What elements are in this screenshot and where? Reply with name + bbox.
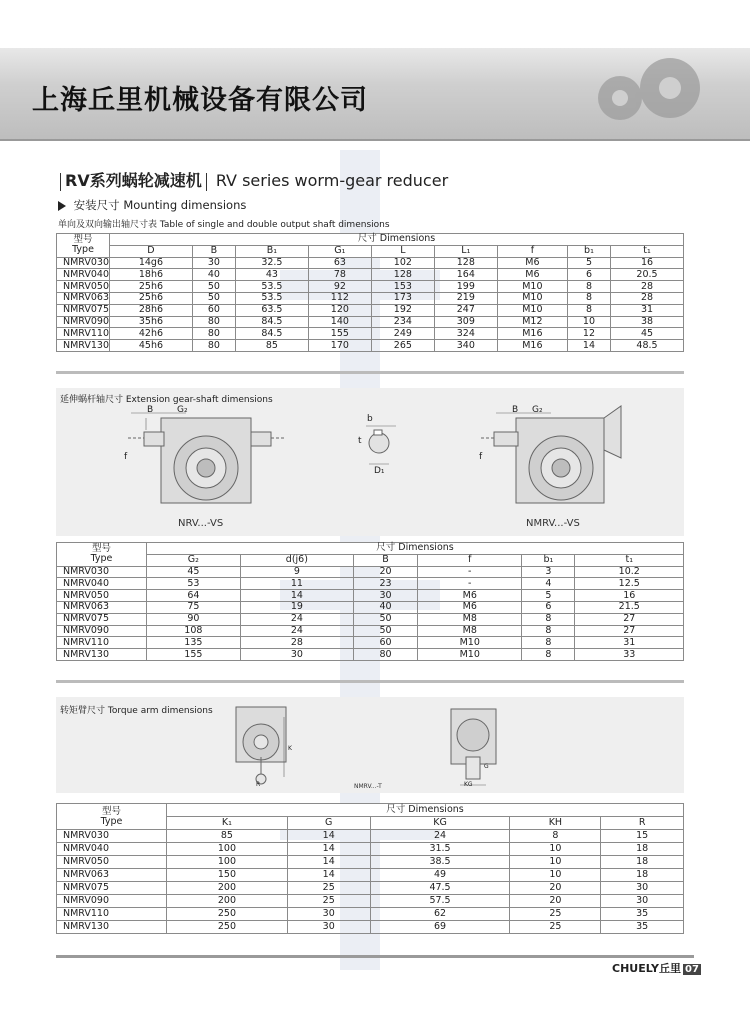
table-row bbox=[57, 882, 684, 895]
column-header: B bbox=[192, 245, 235, 257]
value-cell: 50 bbox=[354, 613, 418, 625]
value-cell: 60 bbox=[354, 637, 418, 649]
value-cell: 60 bbox=[192, 304, 235, 316]
value-cell: 14 bbox=[287, 843, 370, 856]
value-cell: 100 bbox=[167, 856, 288, 869]
type-header bbox=[57, 543, 147, 567]
value-cell: 14 bbox=[567, 340, 610, 352]
value-cell: 45 bbox=[611, 328, 684, 340]
value-cell: 43 bbox=[235, 269, 308, 281]
value-cell: 64 bbox=[147, 590, 241, 602]
value-cell: 24 bbox=[240, 625, 353, 637]
model-cell: NMRV075 bbox=[57, 613, 147, 625]
value-cell: 10 bbox=[510, 843, 601, 856]
dim-t-label: t bbox=[358, 436, 362, 446]
extension-shaft-label: 延伸蜗杆轴尺寸 Extension gear-shaft dimensions bbox=[60, 395, 273, 405]
table-shadow bbox=[56, 680, 684, 683]
value-cell: 90 bbox=[147, 613, 241, 625]
footer-divider bbox=[56, 955, 694, 958]
column-header: G₁ bbox=[308, 245, 371, 257]
value-cell: 8 bbox=[567, 292, 610, 304]
value-cell: M10 bbox=[497, 292, 567, 304]
value-cell: 38 bbox=[611, 316, 684, 328]
model-cell: NMRV050 bbox=[57, 281, 110, 293]
table-row bbox=[57, 649, 684, 661]
page-number: 07 bbox=[685, 964, 699, 975]
triangle-bullet-icon bbox=[58, 201, 66, 211]
column-header: R bbox=[601, 817, 684, 830]
value-cell: 50 bbox=[192, 281, 235, 293]
value-cell: 9 bbox=[240, 566, 353, 578]
torque-arm-svg bbox=[56, 697, 684, 793]
value-cell: 80 bbox=[192, 316, 235, 328]
column-header: B₁ bbox=[235, 245, 308, 257]
column-header: KH bbox=[510, 817, 601, 830]
value-cell: 12 bbox=[567, 328, 610, 340]
value-cell: M8 bbox=[418, 613, 522, 625]
value-cell: M6 bbox=[497, 257, 567, 269]
dim-f-label: f bbox=[124, 452, 128, 462]
value-cell: 20 bbox=[510, 882, 601, 895]
model-cell: NMRV050 bbox=[57, 856, 167, 869]
value-cell: 6 bbox=[567, 269, 610, 281]
model-cell: NMRV090 bbox=[57, 895, 167, 908]
value-cell: 30 bbox=[601, 882, 684, 895]
value-cell: 35 bbox=[601, 908, 684, 921]
model-cell: NMRV040 bbox=[57, 269, 110, 281]
table-row bbox=[57, 257, 684, 269]
header-divider bbox=[0, 139, 750, 141]
value-cell: 10 bbox=[510, 856, 601, 869]
value-cell: 80 bbox=[192, 328, 235, 340]
column-header: B bbox=[354, 554, 418, 566]
output-shaft-table bbox=[56, 233, 684, 352]
table-row bbox=[57, 921, 684, 934]
table-row bbox=[57, 843, 684, 856]
torque-arm-table bbox=[56, 803, 684, 934]
value-cell: 247 bbox=[434, 304, 497, 316]
value-cell: 14 bbox=[240, 590, 353, 602]
value-cell: 30 bbox=[354, 590, 418, 602]
value-cell: 340 bbox=[434, 340, 497, 352]
value-cell: 80 bbox=[354, 649, 418, 661]
model-cell: NMRV130 bbox=[57, 649, 147, 661]
value-cell: 23 bbox=[354, 578, 418, 590]
value-cell: 57.5 bbox=[370, 895, 510, 908]
table-row bbox=[57, 292, 684, 304]
value-cell: 164 bbox=[434, 269, 497, 281]
column-header: KG bbox=[370, 817, 510, 830]
model-cell: NMRV110 bbox=[57, 328, 110, 340]
model-cell: NMRV075 bbox=[57, 882, 167, 895]
value-cell: 324 bbox=[434, 328, 497, 340]
column-header: D bbox=[110, 245, 193, 257]
value-cell: 30 bbox=[287, 908, 370, 921]
model-cell: NMRV030 bbox=[57, 830, 167, 843]
value-cell: 69 bbox=[370, 921, 510, 934]
value-cell: 25 bbox=[287, 895, 370, 908]
dim-b-small-label: b bbox=[367, 414, 373, 424]
model-cell: NMRV110 bbox=[57, 908, 167, 921]
model-cell: NMRV030 bbox=[57, 257, 110, 269]
column-header: G bbox=[287, 817, 370, 830]
value-cell: 8 bbox=[567, 281, 610, 293]
value-cell: 15 bbox=[601, 830, 684, 843]
column-header: f bbox=[497, 245, 567, 257]
value-cell: 25h6 bbox=[110, 292, 193, 304]
value-cell: 31.5 bbox=[370, 843, 510, 856]
value-cell: 25 bbox=[287, 882, 370, 895]
company-name: 上海丘里机械设备有限公司 bbox=[32, 85, 368, 116]
value-cell: 128 bbox=[434, 257, 497, 269]
value-cell: 11 bbox=[240, 578, 353, 590]
value-cell: 75 bbox=[147, 601, 241, 613]
value-cell: M16 bbox=[497, 328, 567, 340]
value-cell: 150 bbox=[167, 869, 288, 882]
value-cell: M16 bbox=[497, 340, 567, 352]
value-cell: 153 bbox=[371, 281, 434, 293]
value-cell: 25 bbox=[510, 908, 601, 921]
value-cell: 140 bbox=[308, 316, 371, 328]
extension-shaft-drawing bbox=[56, 388, 684, 536]
dim-f-label-right: f bbox=[479, 452, 483, 462]
table-description: 单向及双向输出轴尺寸表 Table of single and double output shaft dimensions bbox=[58, 220, 390, 230]
column-header: b₁ bbox=[522, 554, 575, 566]
value-cell: M12 bbox=[497, 316, 567, 328]
value-cell: 85 bbox=[167, 830, 288, 843]
dim-r-label: R bbox=[256, 781, 261, 788]
dim-g2-label-right: G₂ bbox=[532, 405, 543, 415]
value-cell: 14 bbox=[287, 869, 370, 882]
value-cell: 49 bbox=[370, 869, 510, 882]
value-cell: M10 bbox=[497, 304, 567, 316]
type-header-cn: 型号 bbox=[91, 543, 111, 555]
value-cell: 50 bbox=[354, 625, 418, 637]
value-cell: 63.5 bbox=[235, 304, 308, 316]
value-cell: 33 bbox=[575, 649, 684, 661]
value-cell: 25 bbox=[510, 921, 601, 934]
value-cell: 20.5 bbox=[611, 269, 684, 281]
value-cell: 14g6 bbox=[110, 257, 193, 269]
table-row bbox=[57, 281, 684, 293]
value-cell: 24 bbox=[240, 613, 353, 625]
column-header: f bbox=[418, 554, 522, 566]
model-cell: NMRV063 bbox=[57, 292, 110, 304]
value-cell: 120 bbox=[308, 304, 371, 316]
value-cell: 234 bbox=[371, 316, 434, 328]
value-cell: 30 bbox=[240, 649, 353, 661]
value-cell: 16 bbox=[611, 257, 684, 269]
table-row bbox=[57, 316, 684, 328]
column-header: t₁ bbox=[611, 245, 684, 257]
value-cell: 8 bbox=[522, 625, 575, 637]
table-shadow bbox=[56, 371, 684, 374]
value-cell: 28 bbox=[240, 637, 353, 649]
dim-b-label-right: B bbox=[512, 405, 519, 415]
value-cell: 250 bbox=[167, 921, 288, 934]
value-cell: 42h6 bbox=[110, 328, 193, 340]
model-cell: NMRV110 bbox=[57, 637, 147, 649]
table-row bbox=[57, 895, 684, 908]
value-cell: 155 bbox=[147, 649, 241, 661]
gear-icon bbox=[590, 48, 700, 138]
value-cell: 5 bbox=[522, 590, 575, 602]
dim-g-label: G bbox=[484, 763, 489, 770]
value-cell: 8 bbox=[522, 637, 575, 649]
value-cell: 24 bbox=[370, 830, 510, 843]
value-cell: 135 bbox=[147, 637, 241, 649]
table-row bbox=[57, 637, 684, 649]
torque-arm-label: 转矩臂尺寸 Torque arm dimensions bbox=[60, 706, 213, 716]
value-cell: 100 bbox=[167, 843, 288, 856]
table-row bbox=[57, 869, 684, 882]
value-cell: 10 bbox=[510, 869, 601, 882]
value-cell: 40 bbox=[192, 269, 235, 281]
dim-k-label: K bbox=[288, 745, 292, 752]
footer-brand-text: CHUELY丘里 bbox=[612, 962, 681, 975]
value-cell: 199 bbox=[434, 281, 497, 293]
value-cell: 27 bbox=[575, 613, 684, 625]
value-cell: 53.5 bbox=[235, 292, 308, 304]
value-cell: 28 bbox=[611, 292, 684, 304]
value-cell: 219 bbox=[434, 292, 497, 304]
table-row bbox=[57, 856, 684, 869]
value-cell: 14 bbox=[287, 830, 370, 843]
value-cell: 35 bbox=[601, 921, 684, 934]
value-cell: 27 bbox=[575, 625, 684, 637]
table-row bbox=[57, 304, 684, 316]
value-cell: 30 bbox=[192, 257, 235, 269]
value-cell: M10 bbox=[497, 281, 567, 293]
table-row bbox=[57, 830, 684, 843]
value-cell: 35h6 bbox=[110, 316, 193, 328]
value-cell: 21.5 bbox=[575, 601, 684, 613]
value-cell: M6 bbox=[418, 590, 522, 602]
value-cell: 45h6 bbox=[110, 340, 193, 352]
nrv-vs-caption: NRV...-VS bbox=[178, 518, 224, 529]
table-row bbox=[57, 613, 684, 625]
model-cell: NMRV090 bbox=[57, 316, 110, 328]
model-cell: NMRV063 bbox=[57, 601, 147, 613]
type-header bbox=[57, 234, 110, 258]
type-header-cn: 型号 bbox=[101, 805, 121, 817]
dim-b-label: B bbox=[147, 405, 154, 415]
column-header: G₂ bbox=[147, 554, 241, 566]
section-title bbox=[56, 168, 448, 191]
value-cell: M8 bbox=[418, 625, 522, 637]
nmrv-t-caption: NMRV...-T bbox=[354, 783, 382, 790]
value-cell: 18 bbox=[601, 856, 684, 869]
value-cell: 45 bbox=[147, 566, 241, 578]
value-cell: 48.5 bbox=[611, 340, 684, 352]
value-cell: - bbox=[418, 578, 522, 590]
mounting-heading bbox=[58, 197, 246, 213]
value-cell: 32.5 bbox=[235, 257, 308, 269]
value-cell: 200 bbox=[167, 882, 288, 895]
model-cell: NMRV090 bbox=[57, 625, 147, 637]
value-cell: M10 bbox=[418, 637, 522, 649]
value-cell: 309 bbox=[434, 316, 497, 328]
dim-g2-label: G₂ bbox=[177, 405, 188, 415]
value-cell: 62 bbox=[370, 908, 510, 921]
value-cell: 18h6 bbox=[110, 269, 193, 281]
value-cell: 16 bbox=[575, 590, 684, 602]
value-cell: 31 bbox=[575, 637, 684, 649]
section-title-en: RV series worm-gear reducer bbox=[215, 171, 449, 190]
column-header: L bbox=[371, 245, 434, 257]
value-cell: 31 bbox=[611, 304, 684, 316]
dim-d-label: D₁ bbox=[374, 466, 385, 476]
column-header: t₁ bbox=[575, 554, 684, 566]
value-cell: 25h6 bbox=[110, 281, 193, 293]
value-cell: 192 bbox=[371, 304, 434, 316]
column-header: b₁ bbox=[567, 245, 610, 257]
extension-shaft-table bbox=[56, 542, 684, 661]
value-cell: 6 bbox=[522, 601, 575, 613]
value-cell: 8 bbox=[510, 830, 601, 843]
value-cell: 108 bbox=[147, 625, 241, 637]
value-cell: 173 bbox=[371, 292, 434, 304]
value-cell: - bbox=[418, 566, 522, 578]
table-row bbox=[57, 269, 684, 281]
nmrv-vs-drawing bbox=[481, 406, 621, 503]
value-cell: 10.2 bbox=[575, 566, 684, 578]
value-cell: 40 bbox=[354, 601, 418, 613]
value-cell: 250 bbox=[167, 908, 288, 921]
table-row bbox=[57, 590, 684, 602]
model-cell: NMRV030 bbox=[57, 566, 147, 578]
value-cell: 112 bbox=[308, 292, 371, 304]
value-cell: 30 bbox=[601, 895, 684, 908]
value-cell: 47.5 bbox=[370, 882, 510, 895]
torque-arm-drawing bbox=[56, 697, 684, 793]
type-header-cn: 型号 bbox=[73, 234, 93, 246]
value-cell: 14 bbox=[287, 856, 370, 869]
column-header: L₁ bbox=[434, 245, 497, 257]
value-cell: 53 bbox=[147, 578, 241, 590]
model-cell: NMRV040 bbox=[57, 843, 167, 856]
type-header bbox=[57, 804, 167, 830]
nmrv-vs-caption: NMRV...-VS bbox=[526, 518, 580, 529]
value-cell: 265 bbox=[371, 340, 434, 352]
value-cell: 5 bbox=[567, 257, 610, 269]
value-cell: 10 bbox=[567, 316, 610, 328]
type-header-en: Type bbox=[72, 244, 94, 256]
value-cell: 92 bbox=[308, 281, 371, 293]
dim-kg-label: KG bbox=[464, 781, 473, 788]
value-cell: 102 bbox=[371, 257, 434, 269]
mounting-cn: 安装尺寸 bbox=[73, 198, 120, 212]
mounting-en: Mounting dimensions bbox=[123, 198, 247, 212]
value-cell: 155 bbox=[308, 328, 371, 340]
value-cell: 20 bbox=[354, 566, 418, 578]
table-row bbox=[57, 340, 684, 352]
model-cell: NMRV063 bbox=[57, 869, 167, 882]
value-cell: 200 bbox=[167, 895, 288, 908]
value-cell: 38.5 bbox=[370, 856, 510, 869]
value-cell: 12.5 bbox=[575, 578, 684, 590]
column-header: d(j6) bbox=[240, 554, 353, 566]
column-header: K₁ bbox=[167, 817, 288, 830]
model-cell: NMRV040 bbox=[57, 578, 147, 590]
value-cell: 18 bbox=[601, 869, 684, 882]
value-cell: 4 bbox=[522, 578, 575, 590]
value-cell: 28 bbox=[611, 281, 684, 293]
value-cell: M6 bbox=[497, 269, 567, 281]
model-cell: NMRV075 bbox=[57, 304, 110, 316]
shaft-section-drawing bbox=[366, 426, 396, 464]
table-row bbox=[57, 908, 684, 921]
nrv-vs-drawing bbox=[128, 413, 286, 503]
type-header-en: Type bbox=[90, 553, 113, 565]
model-cell: NMRV130 bbox=[57, 340, 110, 352]
footer-brand bbox=[612, 960, 701, 976]
type-header-en: Type bbox=[100, 815, 123, 827]
table-row bbox=[57, 578, 684, 590]
table-row bbox=[57, 328, 684, 340]
dimensions-header: 尺寸 Dimensions bbox=[147, 543, 684, 555]
value-cell: 84.5 bbox=[235, 328, 308, 340]
value-cell: 8 bbox=[522, 649, 575, 661]
value-cell: 78 bbox=[308, 269, 371, 281]
value-cell: 19 bbox=[240, 601, 353, 613]
section-title-cn: RV系列蜗轮减速机 bbox=[65, 171, 202, 190]
value-cell: 170 bbox=[308, 340, 371, 352]
value-cell: 20 bbox=[510, 895, 601, 908]
dimensions-header: 尺寸 Dimensions bbox=[110, 234, 684, 246]
value-cell: 53.5 bbox=[235, 281, 308, 293]
model-cell: NMRV050 bbox=[57, 590, 147, 602]
value-cell: 30 bbox=[287, 921, 370, 934]
value-cell: 80 bbox=[192, 340, 235, 352]
model-cell: NMRV130 bbox=[57, 921, 167, 934]
value-cell: 8 bbox=[567, 304, 610, 316]
value-cell: 28h6 bbox=[110, 304, 193, 316]
value-cell: M6 bbox=[418, 601, 522, 613]
value-cell: 3 bbox=[522, 566, 575, 578]
table-row bbox=[57, 625, 684, 637]
value-cell: 84.5 bbox=[235, 316, 308, 328]
table-row bbox=[57, 566, 684, 578]
value-cell: M10 bbox=[418, 649, 522, 661]
value-cell: 85 bbox=[235, 340, 308, 352]
dimensions-header: 尺寸 Dimensions bbox=[167, 804, 684, 817]
value-cell: 18 bbox=[601, 843, 684, 856]
value-cell: 63 bbox=[308, 257, 371, 269]
value-cell: 8 bbox=[522, 613, 575, 625]
table-row bbox=[57, 601, 684, 613]
value-cell: 50 bbox=[192, 292, 235, 304]
value-cell: 128 bbox=[371, 269, 434, 281]
value-cell: 249 bbox=[371, 328, 434, 340]
